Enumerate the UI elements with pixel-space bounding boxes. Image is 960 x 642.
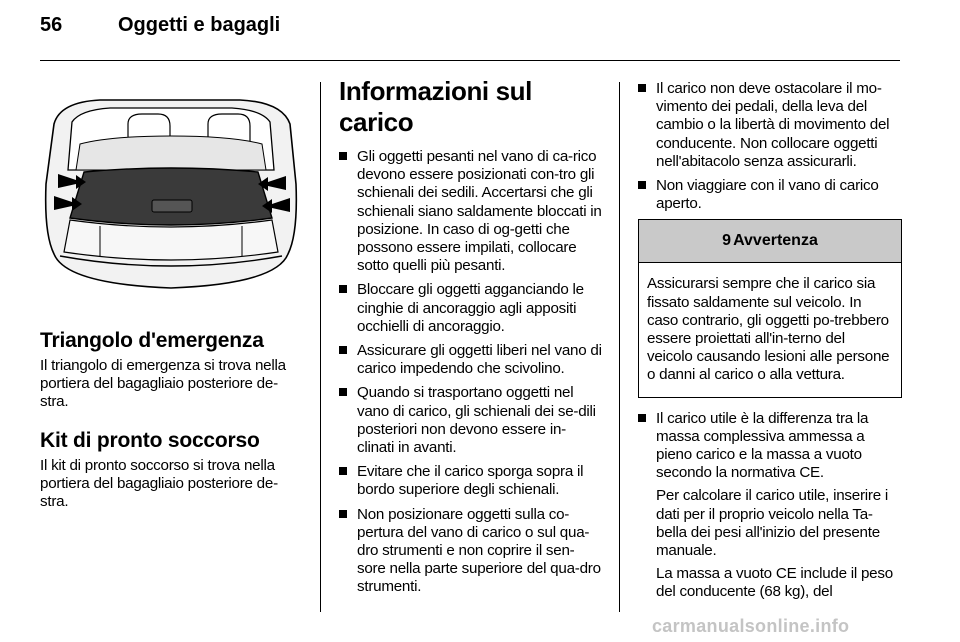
watermark: carmanualsonline.info: [652, 616, 850, 636]
main-heading: Informazioni sul carico: [339, 76, 532, 137]
page-title: Oggetti e bagagli: [118, 14, 281, 36]
header-rule: [40, 60, 900, 61]
list-item: Gli oggetti pesanti nel vano di ca-rico devono essere posizionati con-tro gli schienali dei sedili. Accertarsi che gli schienali siano saldamente bloccati in posizione. In caso di og-getti che possono essere impilati, collocare sotto quelli più pesanti.: [339, 148, 603, 275]
list-item: Il carico utile è la differenza tra la massa complessiva ammessa a pieno carico e la massa a vuoto secondo la normativa CE. Per calcolare il carico utile, inserire i dati per il proprio veicolo nella Ta-bella dei pesi all'inizio del presente manuale. La massa a vuoto CE include il peso del conducente (68 kg), del: [638, 410, 902, 602]
bullet-icon: [638, 181, 646, 189]
list-item: Bloccare gli oggetti agganciando le cinghie di ancoraggio agli appositi occhielli di ancoraggio.: [339, 281, 603, 336]
warning-header: [639, 220, 901, 263]
column-3: [638, 80, 902, 608]
column-divider-2: [619, 82, 620, 612]
bullet-icon: [339, 152, 347, 160]
payload-paragraph: La massa a vuoto CE include il peso del conducente (68 kg), del: [656, 565, 893, 601]
bullet-icon: [638, 414, 646, 422]
column-divider-1: [320, 82, 321, 612]
section-title: Triangolo d'emergenza: [40, 329, 264, 352]
column-2: [339, 76, 603, 603]
section-emergency-triangle: [40, 329, 302, 412]
cargo-area-illustration: [40, 84, 302, 299]
warning-box: [638, 219, 902, 397]
warning-triangle-icon: 9: [722, 232, 732, 250]
bullet-icon: [339, 510, 347, 518]
list-item: Assicurare gli oggetti liberi nel vano di carico impedendo che scivolino.: [339, 342, 603, 378]
loading-info-list-continued: [638, 80, 902, 213]
section-first-aid-kit: [40, 429, 302, 512]
section-title: Kit di pronto soccorso: [40, 428, 260, 452]
section-text: Il kit di pronto soccorso si trova nella portiera del bagagliaio posteriore de-stra.: [40, 456, 278, 511]
column-1: [40, 76, 302, 511]
list-item: Non posizionare oggetti sulla co-pertura del vano di carico o sul qua-dro strumenti e non coprire il sen-sore nella parte superiore del qua-dro strumenti.: [339, 506, 603, 597]
bullet-icon: [339, 467, 347, 475]
cargo-area-drawing: [40, 84, 302, 299]
bullet-icon: [339, 285, 347, 293]
list-item: Non viaggiare con il vano di carico aperto.: [638, 177, 902, 213]
list-item: Quando si trasportano oggetti nel vano di carico, gli schienali dei se-dili posteriori non devono essere in-clinati in avanti.: [339, 384, 603, 457]
page-number: 56: [40, 14, 63, 36]
payload-list: [638, 410, 902, 602]
warning-title: Avvertenza: [733, 232, 818, 250]
bullet-icon: [638, 84, 646, 92]
payload-paragraph: Per calcolare il carico utile, inserire i dati per il proprio veicolo nella Ta-bella dei pesi all'inizio del presente manuale.: [656, 487, 888, 560]
warning-text: Assicurarsi sempre che il carico sia fissato saldamente sul veicolo. In caso contrario, gli oggetti po-trebbero essere proiettati all'in-terno del veicolo causando lesioni alle persone o danni al carico o alla vettura.: [647, 275, 890, 384]
bullet-icon: [339, 346, 347, 354]
bullet-icon: [339, 388, 347, 396]
list-item: Il carico non deve ostacolare il mo-vimento dei pedali, della leva del cambio o la libertà di movimento del conducente. Non collocare oggetti nell'abitacolo senza assicurarli.: [638, 80, 902, 171]
loading-info-list: [339, 148, 603, 597]
list-item: Evitare che il carico sporga sopra il bordo superiore degli schienali.: [339, 463, 603, 499]
section-text: Il triangolo di emergenza si trova nella portiera del bagagliaio posteriore de-stra.: [40, 357, 286, 411]
